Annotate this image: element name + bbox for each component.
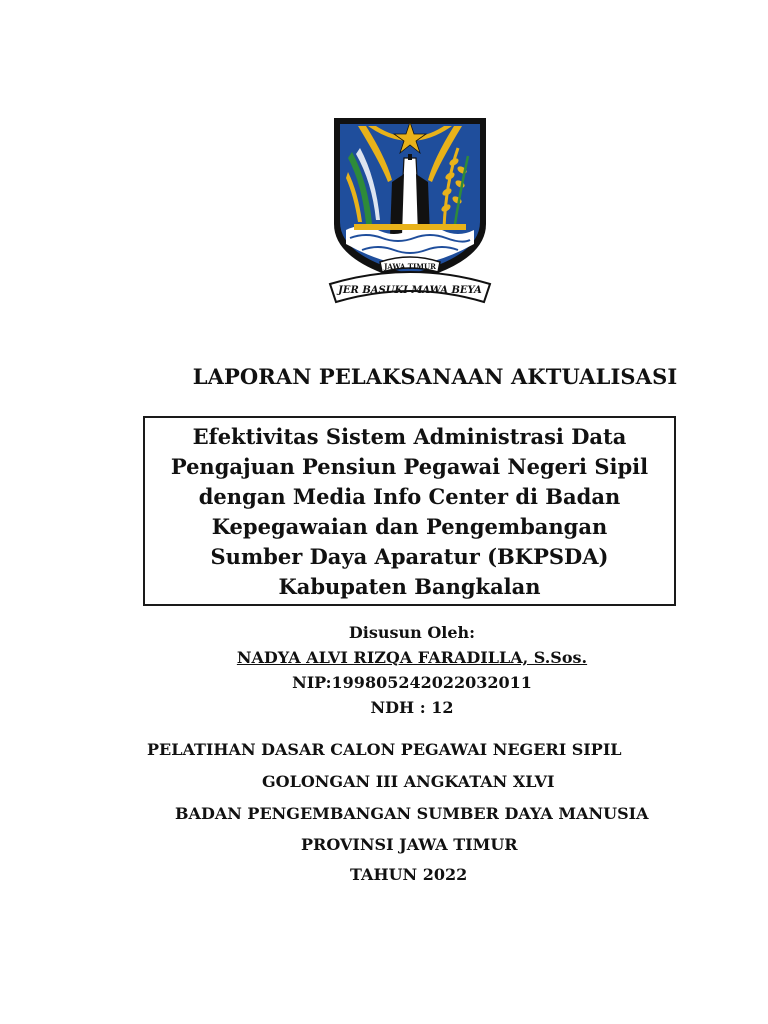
author-name: NADYA ALVI RIZQA FARADILLA, S.Sos. [236,648,588,667]
institution-year: TAHUN 2022 [350,865,468,884]
institution-line: BADAN PENGEMBANGAN SUMBER DAYA MANUSIA [175,804,649,823]
topic-line: Kabupaten Bangkalan [278,574,541,599]
report-title-wrapper [0,364,768,389]
institution-line: PELATIHAN DASAR CALON PEGAWAI NEGERI SIPIL [147,740,622,759]
report-title: LAPORAN PELAKSANAAN AKTUALISASI [192,364,678,389]
institution-line: GOLONGAN III ANGKATAN XLVI [262,772,555,791]
topic-box [143,416,676,606]
topic-line: Pengajuan Pensiun Pegawai Negeri Sipil [170,454,649,479]
author-ndh: NDH : 12 [370,698,454,717]
topic-line: dengan Media Info Center di Badan [198,484,621,509]
topic-line: Kepegawaian dan Pengembangan [211,514,608,539]
author-nip: NIP:199805242022032011 [292,673,532,692]
topic-line: Sumber Daya Aparatur (BKPSDA) [210,544,609,569]
institution-line: PROVINSI JAWA TIMUR [301,835,518,854]
author-block [230,620,594,720]
emblem-motto-top: JAWA TIMUR [384,262,436,271]
topic-line: Efektivitas Sistem Administrasi Data [192,424,627,449]
jawa-timur-emblem [328,112,492,308]
emblem-motto-bottom: JER BASUKI MAWA BEYA [338,285,482,296]
prepared-by-label: Disusun Oleh: [348,623,476,642]
